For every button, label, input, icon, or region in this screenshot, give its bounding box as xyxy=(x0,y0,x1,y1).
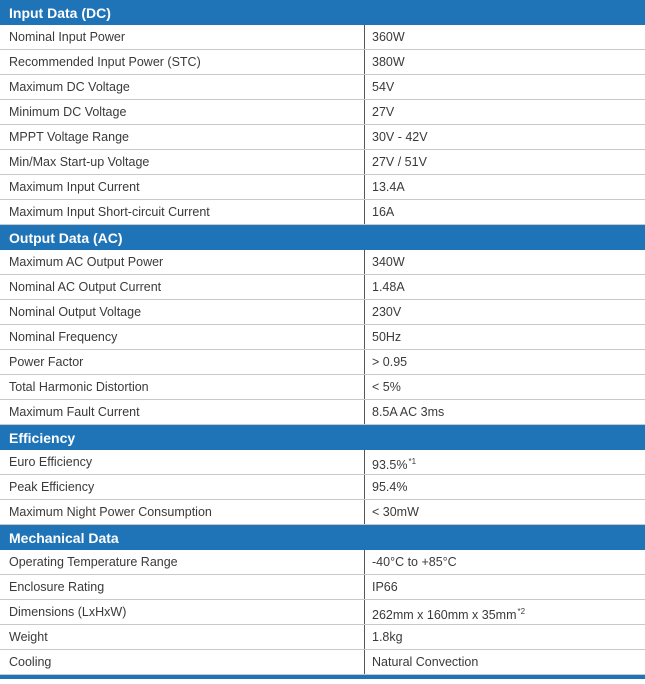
row-label: Maximum DC Voltage xyxy=(0,75,365,99)
table-row xyxy=(0,100,645,125)
row-value-cell xyxy=(365,125,645,149)
table-row xyxy=(0,200,645,225)
row-value: 1.8kg xyxy=(372,630,403,644)
row-value: Natural Convection xyxy=(372,655,479,669)
row-value-cell xyxy=(365,300,645,324)
row-value: < 5% xyxy=(372,380,401,394)
row-value: 8.5A AC 3ms xyxy=(372,405,445,419)
row-label: Maximum AC Output Power xyxy=(0,250,365,274)
row-value: 27V / 51V xyxy=(372,155,427,169)
row-label: Dimensions (LxHxW) xyxy=(0,600,365,624)
row-value: 95.4% xyxy=(372,480,408,494)
row-value: 93.5% xyxy=(372,458,408,472)
row-value: 30V - 42V xyxy=(372,130,428,144)
row-value-cell xyxy=(365,625,645,649)
table-row xyxy=(0,400,645,425)
row-label: Power Factor xyxy=(0,350,365,374)
row-value-cell xyxy=(365,250,645,274)
row-value: 54V xyxy=(372,80,395,94)
row-value-cell xyxy=(365,375,645,399)
row-label: Weight xyxy=(0,625,365,649)
row-value-cell xyxy=(365,275,645,299)
section-header-mechanical-data: Mechanical Data xyxy=(0,525,645,550)
table-row xyxy=(0,50,645,75)
row-label: Recommended Input Power (STC) xyxy=(0,50,365,74)
row-value-cell xyxy=(365,100,645,124)
table-row xyxy=(0,600,645,625)
footnote-marker: *2 xyxy=(517,607,526,616)
section-header-output-data-ac: Output Data (AC) xyxy=(0,225,645,250)
footer-bar xyxy=(0,675,645,679)
row-label: Min/Max Start-up Voltage xyxy=(0,150,365,174)
row-label: Minimum DC Voltage xyxy=(0,100,365,124)
row-value-cell xyxy=(365,325,645,349)
row-value: 262mm x 160mm x 35mm xyxy=(372,608,517,622)
row-value-cell xyxy=(365,600,645,624)
row-value-cell xyxy=(365,500,645,524)
table-row xyxy=(0,175,645,200)
row-label: Total Harmonic Distortion xyxy=(0,375,365,399)
row-value: 13.4A xyxy=(372,180,405,194)
table-row xyxy=(0,25,645,50)
row-label: Nominal AC Output Current xyxy=(0,275,365,299)
table-row xyxy=(0,550,645,575)
row-value: 340W xyxy=(372,255,405,269)
row-label: Cooling xyxy=(0,650,365,674)
table-row xyxy=(0,75,645,100)
table-row xyxy=(0,275,645,300)
row-value: IP66 xyxy=(372,580,398,594)
row-value-cell xyxy=(365,475,645,499)
table-row xyxy=(0,150,645,175)
table-row xyxy=(0,650,645,675)
row-label: Nominal Frequency xyxy=(0,325,365,349)
row-label: Maximum Input Short-circuit Current xyxy=(0,200,365,224)
row-value: > 0.95 xyxy=(372,355,408,369)
table-row xyxy=(0,575,645,600)
row-value-cell xyxy=(365,150,645,174)
row-value-cell xyxy=(365,450,645,474)
row-value: 230V xyxy=(372,305,402,319)
table-row xyxy=(0,250,645,275)
row-label: Nominal Output Voltage xyxy=(0,300,365,324)
row-value: 16A xyxy=(372,205,395,219)
row-label: Peak Efficiency xyxy=(0,475,365,499)
row-value: 380W xyxy=(372,55,405,69)
row-label: MPPT Voltage Range xyxy=(0,125,365,149)
row-value-cell xyxy=(365,575,645,599)
table-row xyxy=(0,500,645,525)
row-value: 50Hz xyxy=(372,330,402,344)
table-row xyxy=(0,325,645,350)
table-row xyxy=(0,450,645,475)
row-value-cell xyxy=(365,25,645,49)
row-label: Euro Efficiency xyxy=(0,450,365,474)
row-value: < 30mW xyxy=(372,505,419,519)
row-value-cell xyxy=(365,350,645,374)
row-value-cell xyxy=(365,400,645,424)
row-value-cell xyxy=(365,75,645,99)
table-row xyxy=(0,300,645,325)
table-row xyxy=(0,475,645,500)
row-label: Maximum Night Power Consumption xyxy=(0,500,365,524)
row-label: Nominal Input Power xyxy=(0,25,365,49)
row-value-cell xyxy=(365,200,645,224)
row-label: Maximum Fault Current xyxy=(0,400,365,424)
row-value: 360W xyxy=(372,30,405,44)
row-label: Maximum Input Current xyxy=(0,175,365,199)
row-value-cell xyxy=(365,50,645,74)
row-value-cell xyxy=(365,650,645,674)
table-row xyxy=(0,375,645,400)
row-label: Operating Temperature Range xyxy=(0,550,365,574)
row-value: 27V xyxy=(372,105,395,119)
section-header-efficiency: Efficiency xyxy=(0,425,645,450)
row-value: -40°C to +85°C xyxy=(372,555,457,569)
row-value-cell xyxy=(365,550,645,574)
row-label: Enclosure Rating xyxy=(0,575,365,599)
row-value: 1.48A xyxy=(372,280,405,294)
table-row xyxy=(0,625,645,650)
table-row xyxy=(0,350,645,375)
footnote-marker: *1 xyxy=(408,457,417,466)
section-header-input-data-dc: Input Data (DC) xyxy=(0,0,645,25)
row-value-cell xyxy=(365,175,645,199)
table-row xyxy=(0,125,645,150)
